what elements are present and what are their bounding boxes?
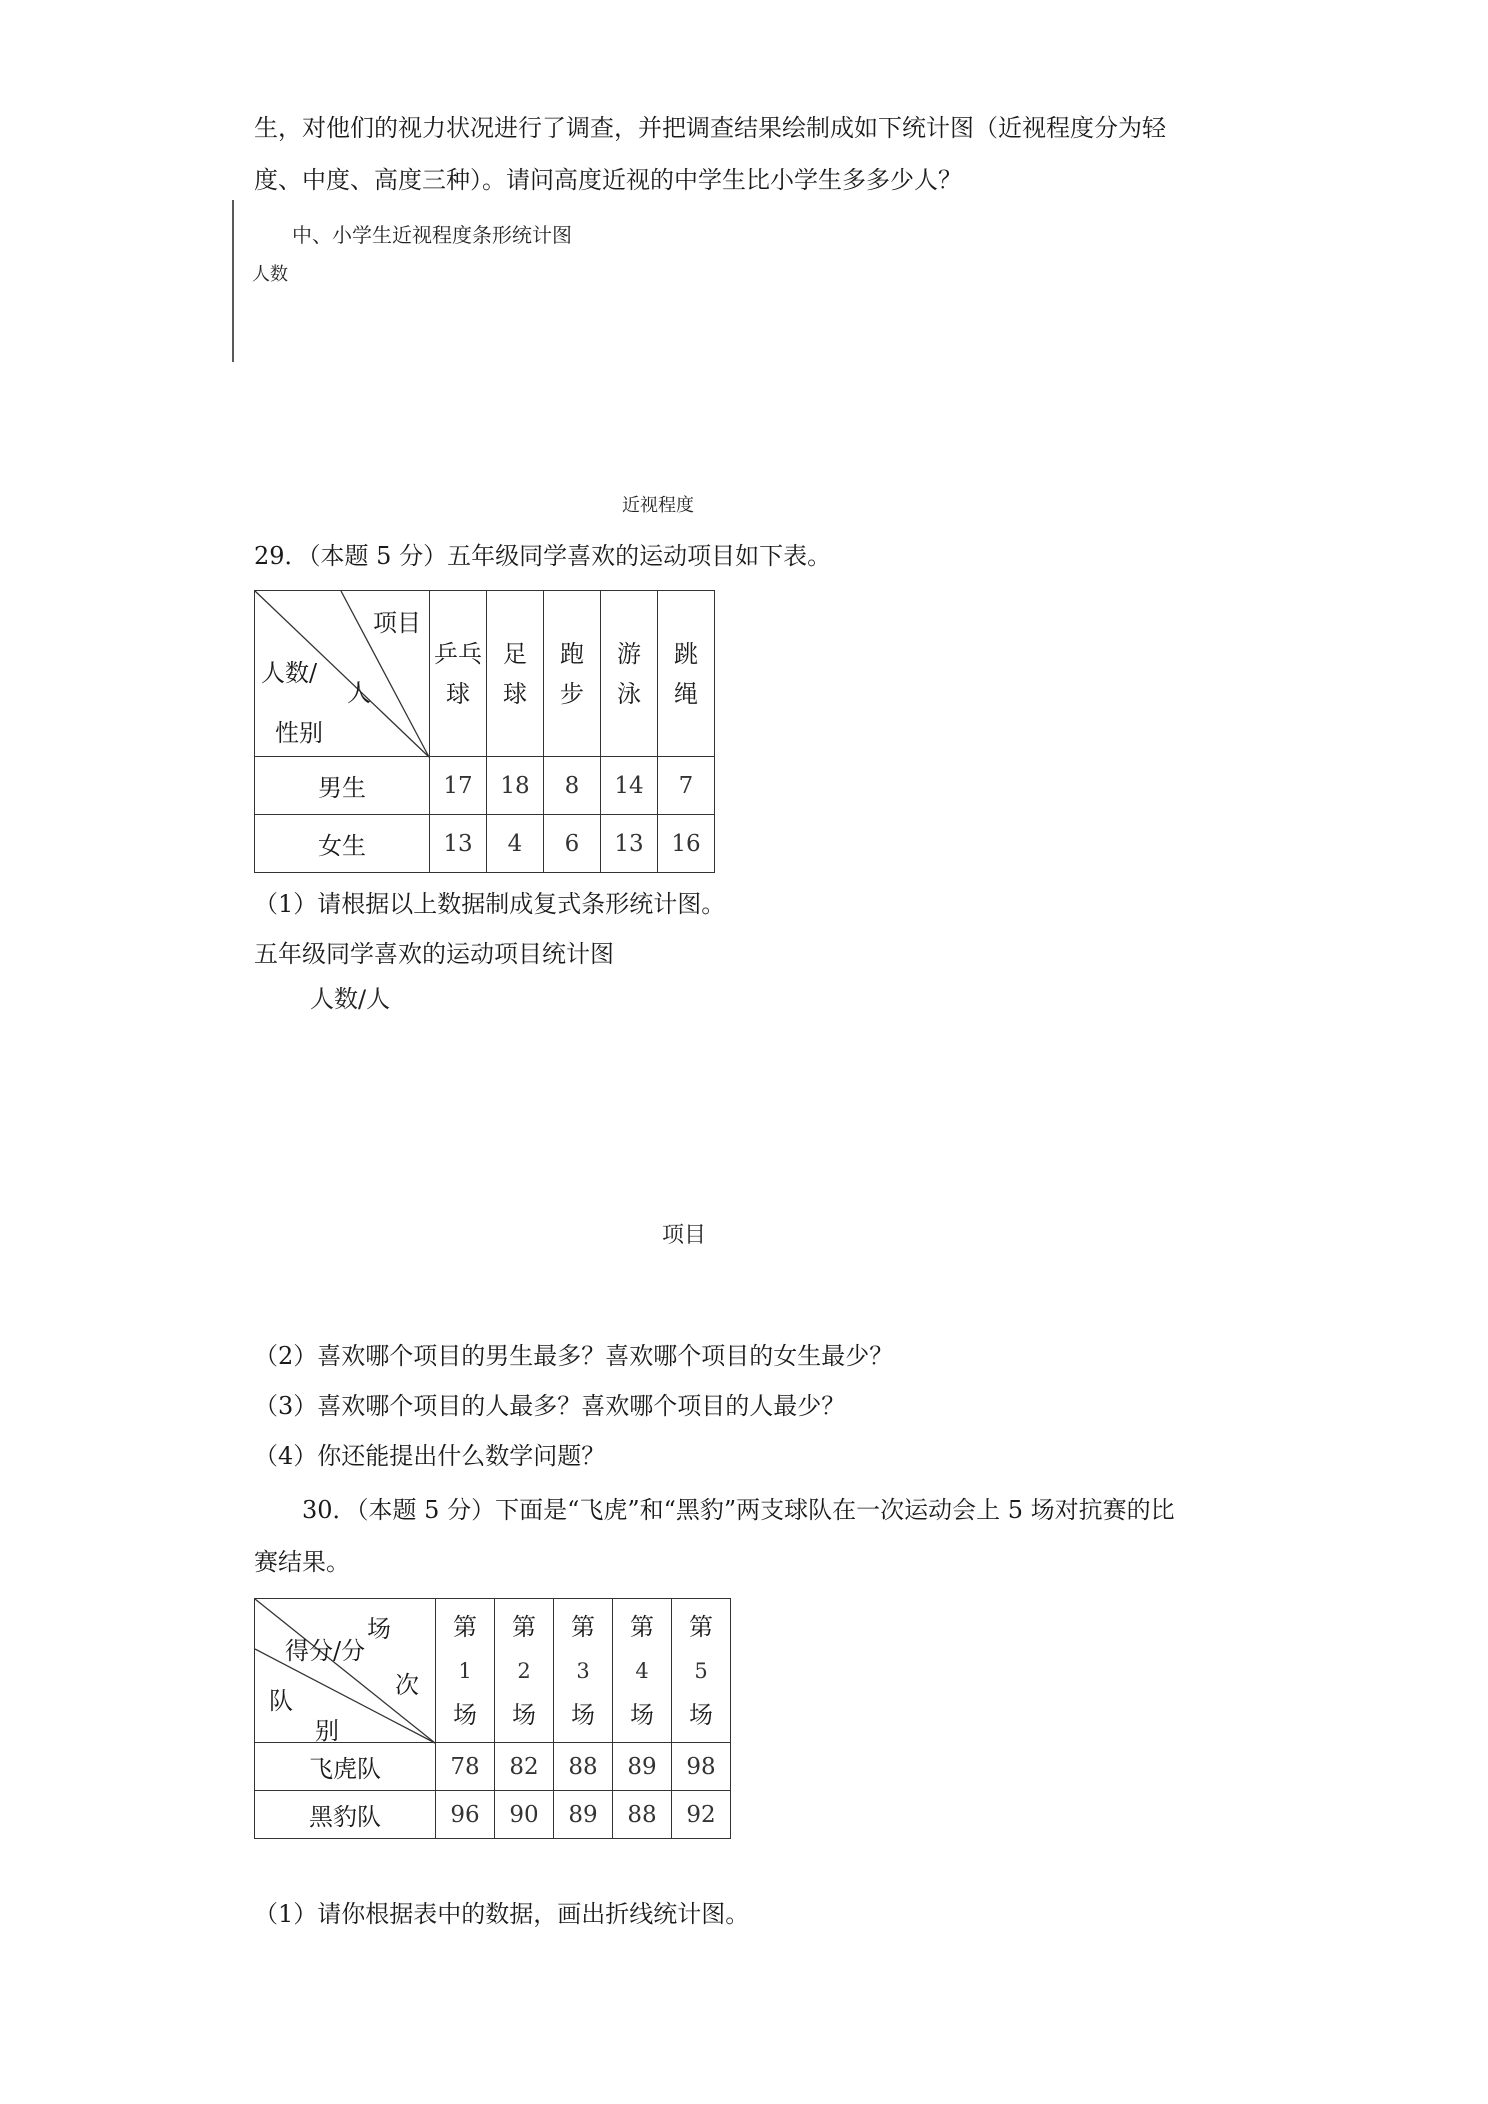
- q29-col-jumprope: 跳 绳: [658, 591, 715, 757]
- chart2-ylabel: 人数/人: [310, 985, 391, 1013]
- q30-row-label: 黑豹队: [255, 1791, 436, 1839]
- q30-diagonal-header: [255, 1599, 436, 1743]
- q30-cell: 78: [436, 1743, 495, 1791]
- q29-cell: 6: [544, 815, 601, 873]
- q29-header-top: 项目: [373, 609, 421, 637]
- q29-cell: 16: [658, 815, 715, 873]
- q30-header-mid2: 次: [395, 1671, 419, 1699]
- intro-line-2: 度、中度、高度三种）。请问高度近视的中学生比小学生多多少人？: [254, 166, 962, 194]
- q29-cell: 17: [430, 757, 487, 815]
- q30-cell: 88: [554, 1743, 613, 1791]
- q29-col-football: 足 球: [487, 591, 544, 757]
- q30-col-game: 第 5 场: [672, 1599, 731, 1743]
- q29-cell: 13: [601, 815, 658, 873]
- q30-header-mid1: 得分/分: [285, 1637, 366, 1665]
- q29-sub1: （1）请根据以上数据制成复式条形统计图。: [254, 890, 726, 918]
- q30-line-2: 赛结果。: [254, 1548, 350, 1576]
- q30-col-game: 第 3 场: [554, 1599, 613, 1743]
- q29-sub4: （4）你还能提出什么数学问题？: [254, 1442, 606, 1470]
- q30-header-bottom1: 队: [269, 1687, 293, 1715]
- q30-col-game: 第 2 场: [495, 1599, 554, 1743]
- q30-cell: 88: [613, 1791, 672, 1839]
- q30-header-bottom2: 别: [315, 1717, 339, 1745]
- q29-sub3: （3）喜欢哪个项目的人最多？喜欢哪个项目的人最少？: [254, 1392, 846, 1420]
- q30-col-game: 第 4 场: [613, 1599, 672, 1743]
- q30-cell: 96: [436, 1791, 495, 1839]
- q30-header-top: 场: [367, 1615, 391, 1643]
- q30-cell: 82: [495, 1743, 554, 1791]
- q30-table: [254, 1598, 731, 1839]
- q29-header-bottom: 性别: [275, 719, 323, 747]
- q30-row-label: 飞虎队: [255, 1743, 436, 1791]
- q29-row-label: 女生: [255, 815, 430, 873]
- q30-cell: 92: [672, 1791, 731, 1839]
- q29-title: 29．（本题 5 分）五年级同学喜欢的运动项目如下表。: [254, 542, 832, 570]
- q30-cell: 90: [495, 1791, 554, 1839]
- q29-cell: 7: [658, 757, 715, 815]
- intro-line-1: 生，对他们的视力状况进行了调查，并把调查结果绘制成如下统计图（近视程度分为轻: [254, 114, 1166, 142]
- q29-table: [254, 590, 715, 873]
- q29-col-pingpong: 乒乓 球: [430, 591, 487, 757]
- q29-row-boys: [255, 757, 715, 815]
- q30-line-1: 30．（本题 5 分）下面是“飞虎”和“黑豹”两支球队在一次运动会上 5 场对抗赛的比: [302, 1496, 1175, 1524]
- q29-cell: 14: [601, 757, 658, 815]
- q29-header-mid1: 人数/: [261, 659, 318, 687]
- chart1-xlabel: 近视程度: [622, 495, 694, 516]
- chart2-xlabel: 项目: [662, 1223, 707, 1248]
- q30-cell: 98: [672, 1743, 731, 1791]
- chart1-title: 中、小学生近视程度条形统计图: [292, 223, 572, 247]
- myopia-bar-chart: [188, 220, 694, 520]
- q29-sub2: （2）喜欢哪个项目的男生最多？喜欢哪个项目的女生最少？: [254, 1342, 894, 1370]
- q29-cell: 18: [487, 757, 544, 815]
- q30-row-heibao: [255, 1791, 731, 1839]
- q29-row-girls: [255, 815, 715, 873]
- q30-cell: 89: [554, 1791, 613, 1839]
- q29-chart-caption: 五年级同学喜欢的运动项目统计图: [254, 940, 614, 968]
- q30-col-game: 第 1 场: [436, 1599, 495, 1743]
- q29-row-label: 男生: [255, 757, 430, 815]
- q30-row-feihu: [255, 1743, 731, 1791]
- q30-sub1: （1）请你根据表中的数据，画出折线统计图。: [254, 1900, 750, 1928]
- q29-header-mid2: 人: [347, 679, 371, 707]
- q29-cell: 13: [430, 815, 487, 873]
- q30-cell: 89: [613, 1743, 672, 1791]
- q29-cell: 4: [487, 815, 544, 873]
- q29-col-running: 跑 步: [544, 591, 601, 757]
- sports-bar-chart: [250, 985, 750, 1325]
- chart1-ylabel: 人数: [252, 264, 288, 285]
- q29-col-swimming: 游 泳: [601, 591, 658, 757]
- q29-cell: 8: [544, 757, 601, 815]
- q29-diagonal-header: [255, 591, 430, 757]
